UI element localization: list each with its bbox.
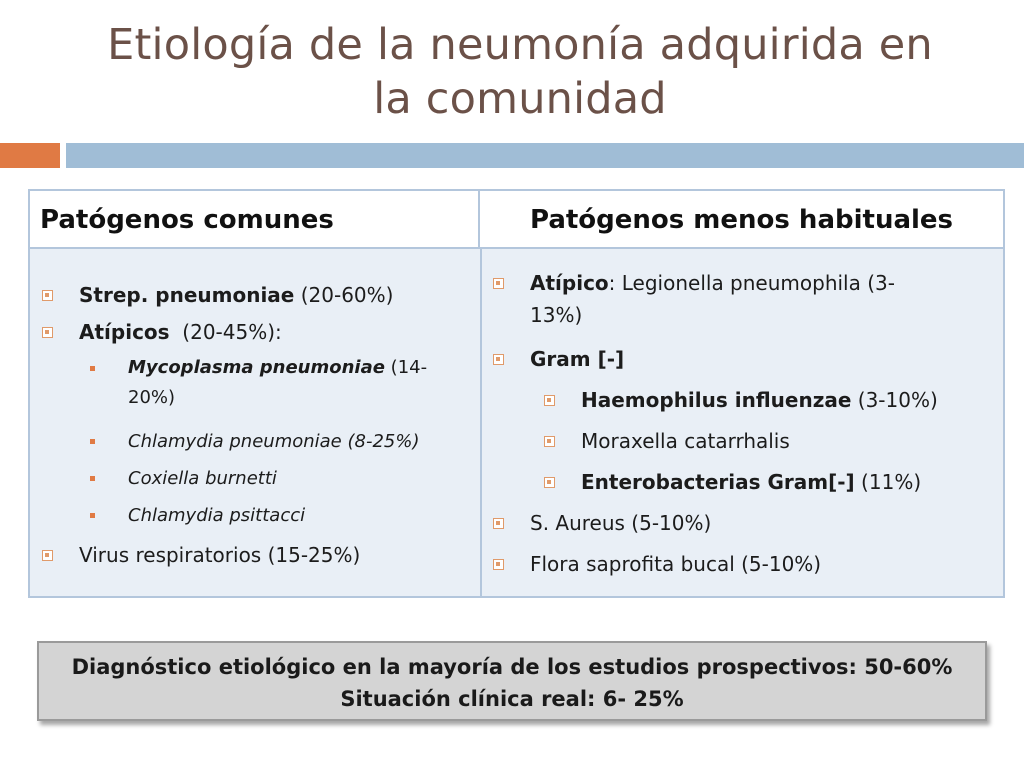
enterobacterias-name: Enterobacterias Gram[-]	[581, 470, 855, 494]
mycoplasma-pct-b: 20%)	[128, 387, 176, 408]
diagnosis-note-box	[37, 641, 987, 721]
list-item-strep	[42, 279, 472, 311]
moraxella-text: Moraxella catarrhalis	[581, 429, 790, 453]
haemophilus-name: Haemophilus influenzae	[581, 388, 852, 412]
header-uncommon-pathogens: Patógenos menos habituales	[480, 191, 1003, 249]
title-line-1: Etiología de la neumonía adquirida en	[107, 20, 933, 70]
sub-item-chlamydia-psittacci	[90, 500, 470, 532]
list-item-gram-negative	[493, 343, 993, 375]
sub-item-enterobacterias	[544, 466, 994, 498]
note-line-1: Diagnóstico etiológico en la mayoría de los estudios prospectivos: 50-60%	[71, 655, 953, 679]
atipico-rest-a: : Legionella pneumophila (3-	[608, 271, 895, 295]
s-aureus-text: S. Aureus (5-10%)	[530, 511, 712, 535]
list-item-s-aureus	[493, 507, 993, 539]
checkbox-bullet-icon	[42, 327, 53, 338]
list-item-atipico	[493, 267, 993, 331]
square-bullet-icon	[90, 476, 95, 481]
checkbox-bullet-icon	[493, 518, 504, 529]
strep-pct: (20-60%)	[294, 283, 394, 307]
enterobacterias-pct: (11%)	[854, 470, 922, 494]
checkbox-bullet-icon	[544, 395, 555, 406]
haemophilus-pct: (3-10%)	[851, 388, 938, 412]
virus-text: Virus respiratorios (15-25%)	[79, 543, 361, 567]
column-divider	[480, 249, 482, 596]
chlamydia-psittacci-text: Chlamydia psittacci	[128, 505, 306, 526]
checkbox-bullet-icon	[493, 278, 504, 289]
square-bullet-icon	[90, 366, 95, 371]
atipico-name: Atípico	[530, 271, 609, 295]
title-line-2: la comunidad	[373, 74, 667, 124]
note-line-2: Situación clínica real: 6- 25%	[340, 687, 684, 711]
accent-bar-blue	[66, 143, 1024, 168]
checkbox-bullet-icon	[544, 436, 555, 447]
checkbox-bullet-icon	[493, 559, 504, 570]
mycoplasma-name: Mycoplasma pneumoniae	[128, 357, 385, 378]
square-bullet-icon	[90, 513, 95, 518]
list-item-virus	[42, 539, 472, 571]
strep-name: Strep. pneumoniae	[79, 283, 295, 307]
header-common-pathogens: Patógenos comunes	[30, 191, 480, 249]
square-bullet-icon	[90, 439, 95, 444]
list-item-flora	[493, 548, 993, 580]
pathogens-table	[28, 189, 1005, 598]
atipico-rest-b: 13%)	[530, 303, 583, 327]
sub-item-mycoplasma	[90, 353, 470, 413]
checkbox-bullet-icon	[493, 354, 504, 365]
checkbox-bullet-icon	[544, 477, 555, 488]
atipicos-name: Atípicos	[79, 320, 170, 344]
sub-item-haemophilus	[544, 384, 994, 416]
sub-item-chlamydia-pneumoniae	[90, 426, 470, 458]
atipicos-pct: (20-45%):	[169, 320, 282, 344]
mycoplasma-pct-a: (14-	[384, 357, 428, 378]
flora-text: Flora saprofita bucal (5-10%)	[530, 552, 822, 576]
checkbox-bullet-icon	[42, 290, 53, 301]
gram-negative-text: Gram [-]	[530, 347, 625, 371]
coxiella-text: Coxiella burnetti	[128, 468, 277, 489]
checkbox-bullet-icon	[42, 550, 53, 561]
slide-title	[60, 18, 980, 126]
list-item-atipicos	[42, 316, 472, 348]
accent-bar-orange	[0, 143, 60, 168]
chlamydia-pneumoniae-text: Chlamydia pneumoniae (8-25%)	[128, 431, 420, 452]
sub-item-moraxella	[544, 425, 994, 457]
sub-item-coxiella	[90, 463, 470, 495]
